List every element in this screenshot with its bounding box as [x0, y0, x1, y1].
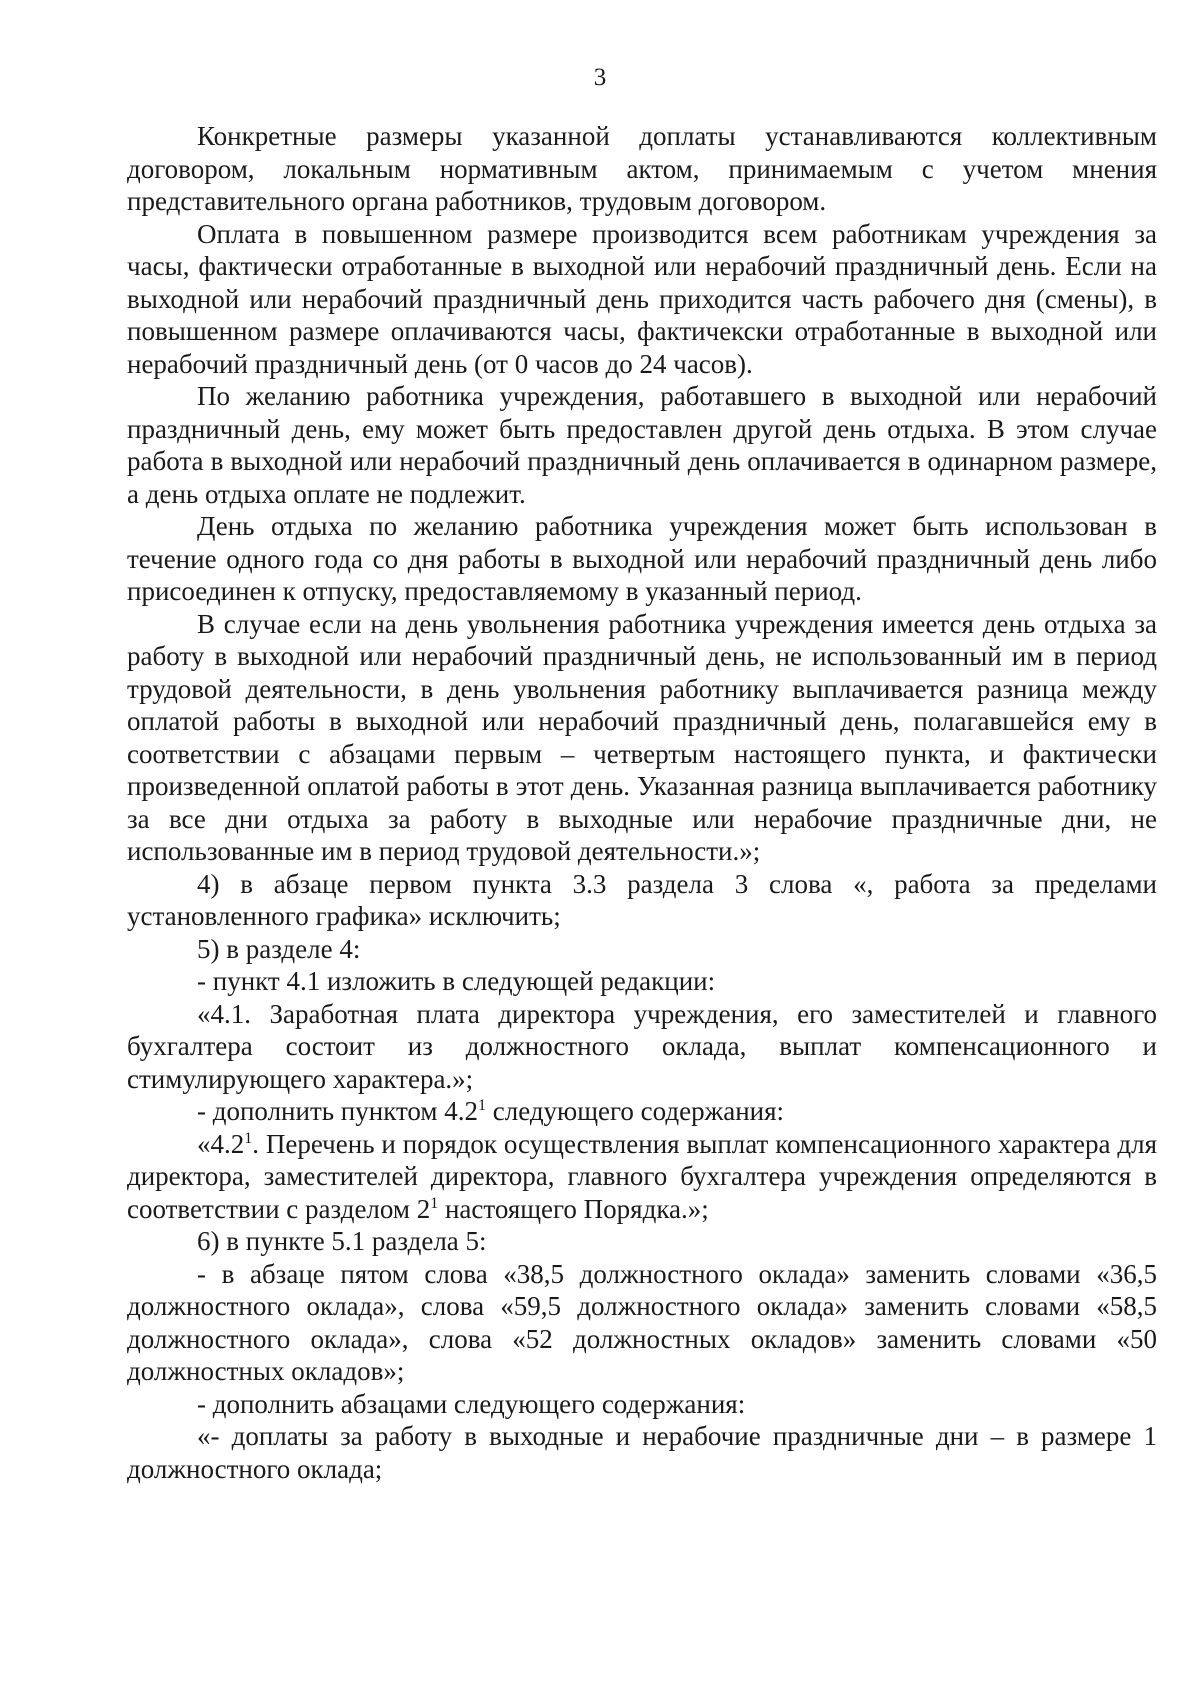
paragraph-replace-words: - в абзаце пятом слова «38,5 должностного оклада» заменить словами «36,5 должностного оклада», слова «59,5 должностного оклада» заменить словами «58,5 должностного оклада», слова «52 должностных окладов» заменить словами «50 должностных окладов»;: [127, 1258, 1157, 1386]
text-segment: - дополнить пунктом 4.2: [197, 1096, 478, 1126]
paragraph-add-paragraphs: - дополнить абзацами следующего содержания:: [197, 1388, 746, 1419]
paragraph-specific-amounts: Конкретные размеры указанной доплаты устанавливаются коллективным договором, локальным нормативным актом, принимаемым с учетом мнения представительного органа работников, трудовым договором.: [127, 121, 1157, 216]
paragraph-amendment-5: 5) в разделе 4:: [197, 933, 361, 964]
text-segment: следующего содержания:: [485, 1096, 785, 1126]
paragraph-day-off-option: По желанию работника учреждения, работавшего в выходной или нерабочий праздничный день, ему может быть предоставлен другой день отдыха. В этом случае работа в выходной или нерабочий праздничный день оплачивается в одинарном размере, а день отдыха оплате не подлежит.: [127, 381, 1157, 509]
superscript: 1: [430, 1194, 439, 1212]
paragraph-day-off-usage: День отдыха по желанию работника учреждения может быть использован в течение одного года со дня работы в выходной или нерабочий праздничный день либо присоединен к отпуску, предоставляемому в указанный период.: [127, 511, 1157, 606]
paragraph-item-4-2-1-text: [127, 1128, 1157, 1226]
paragraph-add-item-4-2-1: [127, 1095, 1157, 1128]
paragraph-increased-payment: Оплата в повышенном размере производится всем работникам учреждения за часы, фактически отработанные в выходной или нерабочий праздничный день. Если на выходной или нерабочий праздничный день приходится часть рабочего дня (смены), в повышенном размере оплачиваются часы, фактичекски отработанные в выходной или нерабочий праздничный день (от 0 часов до 24 часов).: [127, 218, 1157, 379]
paragraph-dismissal-difference: В случае если на день увольнения работника учреждения имеется день отдыха за работу в выходной или нерабочий праздничный день, не использованный им в период трудовой деятельности, в день увольнения работнику выплачивается разница между оплатой работы в выходной или нерабочий праздничный день, полагавшейся ему в соответствии с абзацами первым – четвертым настоящего пункта, и фактически произведенной оплатой работы в этот день. Указанная разница выплачивается работнику за все дни отдыха за работу в выходные или нерабочие праздничные дни, не использованные им в период трудовой деятельности.»;: [127, 608, 1157, 866]
paragraph-holiday-surcharge: «- доплаты за работу в выходные и нерабочие праздничные дни – в размере 1 должностного оклада;: [127, 1421, 1157, 1484]
superscript: 1: [477, 1097, 486, 1114]
text-segment: настоящего Порядка.»;: [438, 1193, 709, 1224]
paragraph-item-4-1-text: «4.1. Заработная плата директора учреждения, его заместителей и главного бухгалтера состоит из должностного оклада, выплат компенсационного и стимулирующего характера.»;: [127, 998, 1157, 1094]
document-body: [127, 120, 1157, 1485]
paragraph-amendment-6: 6) в пункте 5.1 раздела 5:: [197, 1226, 487, 1256]
superscript: 1: [244, 1129, 253, 1147]
paragraph-amendment-4: 4) в абзаце первом пункта 3.3 раздела 3 слова «, работа за пределами установленного графика» исключить;: [127, 868, 1157, 931]
page-number: 3: [593, 64, 607, 91]
text-segment: . Перечень и порядок осуществления выплат компенсационного характера для директора, заместителей директора, главного бухгалтера учреждения определяются в соответствии с разделом 2: [127, 1128, 1157, 1224]
paragraph-item-4-1-heading: - пункт 4.1 изложить в следующей редакции:: [197, 966, 716, 996]
text-segment: «4.2: [197, 1128, 245, 1159]
